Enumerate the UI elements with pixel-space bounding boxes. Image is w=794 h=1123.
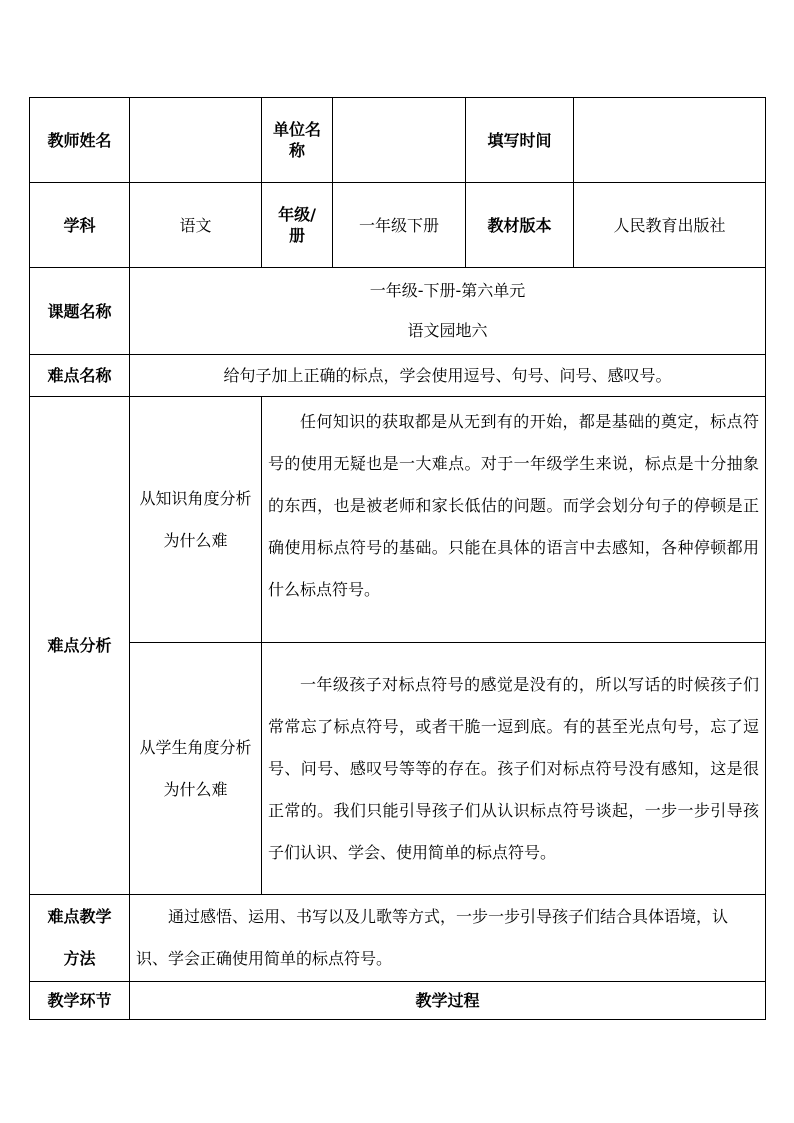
unit-name-label <box>262 98 333 183</box>
difficulty-label: 难点名称 <box>30 355 130 397</box>
grade-value: 一年级下册 <box>333 183 466 268</box>
row-analysis-student <box>30 643 766 895</box>
row-subject-info <box>30 183 766 268</box>
knowledge-angle-label-text: 从知识角度分析为什么难 <box>139 488 252 550</box>
lesson-plan-table <box>29 97 766 1020</box>
student-angle-label <box>130 643 262 895</box>
subject-value: 语文 <box>130 183 262 268</box>
topic-value <box>130 268 766 355</box>
row-method <box>30 895 766 982</box>
analysis-label: 难点分析 <box>30 397 130 895</box>
knowledge-angle-text-cell <box>262 397 766 643</box>
edition-label: 教材版本 <box>466 183 574 268</box>
teacher-name-label: 教师姓名 <box>30 98 130 183</box>
grade-label-text: 年级/册 <box>278 205 316 245</box>
student-angle-text-cell <box>262 643 766 895</box>
unit-name-value <box>333 98 466 183</box>
knowledge-angle-text: 任何知识的获取都是从无到有的开始，都是基础的奠定，标点符号的使用无疑也是一大难点。对于一年级学生来说，标点是十分抽象的东西，也是被老师和家长低估的问题。而学会划分句子的停顿是正确使用标点符号的基础。只能在具体的语言中去感知，各种停顿都用什么标点符号。 <box>268 412 759 599</box>
unit-name-label-text: 单位名称 <box>272 120 321 160</box>
row-teacher-info <box>30 98 766 183</box>
method-label <box>30 895 130 982</box>
method-label-text: 难点教学方法 <box>47 907 112 968</box>
row-analysis-knowledge <box>30 397 766 643</box>
grade-label <box>262 183 333 268</box>
row-topic <box>30 268 766 355</box>
knowledge-angle-label <box>130 397 262 643</box>
topic-line-1: 一年级-下册-第六单元 <box>369 281 526 300</box>
topic-line-2: 语文园地六 <box>407 321 488 340</box>
method-value-cell <box>130 895 766 982</box>
row-difficulty <box>30 355 766 397</box>
method-value: 通过感悟、运用、书写以及儿歌等方式，一步一步引导孩子们结合具体语境，认识、学会正确使用简单的标点符号。 <box>136 907 729 968</box>
difficulty-value: 给句子加上正确的标点，学会使用逗号、句号、问号、感叹号。 <box>130 355 766 397</box>
edition-value: 人民教育出版社 <box>574 183 766 268</box>
teacher-name-value <box>130 98 262 183</box>
student-angle-text: 一年级孩子对标点符号的感觉是没有的，所以写话的时候孩子们常常忘了标点符号，或者干脆一逗到底。有的甚至光点句号，忘了逗号、问号、感叹号等等的存在。孩子们对标点符号没有感知，这是很正常的。我们只能引导孩子们从认识标点符号谈起，一步一步引导孩子们认识、学会、使用简单的标点符号。 <box>268 674 759 862</box>
topic-label: 课题名称 <box>30 268 130 355</box>
teaching-steps-label: 教学环节 <box>30 982 130 1020</box>
fill-date-value <box>574 98 766 183</box>
student-angle-label-text: 从学生角度分析为什么难 <box>139 737 252 799</box>
fill-date-label: 填写时间 <box>466 98 574 183</box>
row-steps-header <box>30 982 766 1020</box>
subject-label: 学科 <box>30 183 130 268</box>
teaching-process-label: 教学过程 <box>130 982 766 1020</box>
